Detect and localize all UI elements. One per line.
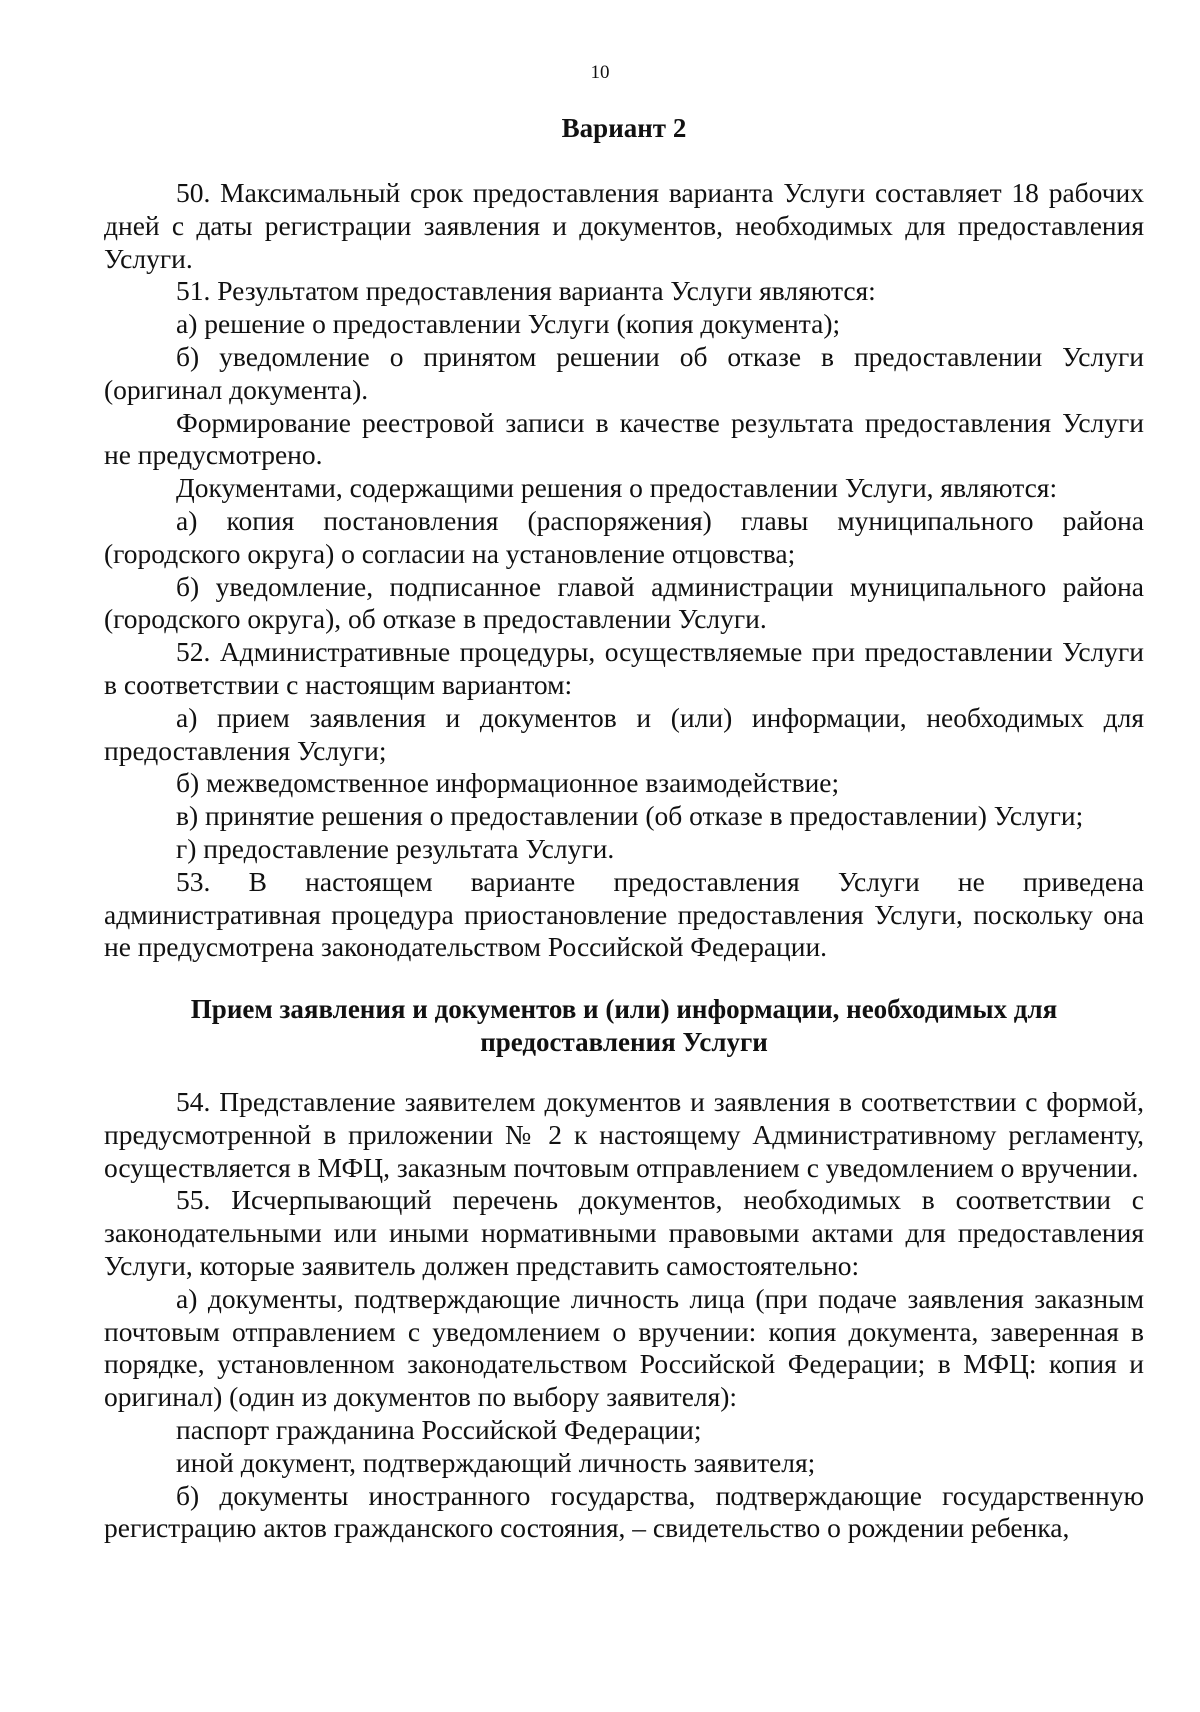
section2-body — [104, 1086, 1144, 1545]
paragraph-51-a: а) решение о предоставлении Услуги (копия документа); — [176, 308, 841, 340]
section1-body — [104, 177, 1144, 964]
paragraph-52-a: а) прием заявления и документов и (или) информации, необходимых для предоставления Услуги; — [104, 701, 1144, 766]
paragraph-51-b: б) уведомление о принятом решении об отказе в предоставлении Услуги (оригинал документа). — [104, 340, 1144, 405]
section-title-line-1: Прием заявления и документов и (или) информации, необходимых для — [190, 994, 1058, 1024]
paragraph-53: 53. В настоящем варианте предоставления Услуги не приведена административная процедура приостановление предоставления Услуги, поскольку она не предусмотрена законодательством Российской Федерации. — [104, 865, 1144, 963]
paragraph-52-v: в) принятие решения о предоставлении (об отказе в предоставлении) Услуги; — [176, 800, 1084, 832]
paragraph-55-b: б) документы иностранного государства, подтверждающие государственную регистрацию актов гражданского состояния, – свидетельство о рождении ребенка, — [104, 1479, 1144, 1544]
paragraph-other-id: иной документ, подтверждающий личность заявителя; — [176, 1446, 816, 1478]
paragraph-52-g: г) предоставление результата Услуги. — [176, 832, 615, 864]
paragraph-52: 52. Административные процедуры, осуществляемые при предоставлении Услуги в соответствии с настоящим вариантом: — [104, 636, 1144, 700]
paragraph-54: 54. Представление заявителем документов и заявления в соответствии с формой, предусмотренной в приложении № 2 к настоящему Административному регламенту, осуществляется в МФЦ, заказным почтовым отправлением с уведомлением о вручении. — [104, 1086, 1144, 1183]
paragraph-documents-a: а) копия постановления (распоряжения) главы муниципального района (городского округа) о согласии на установление отцовства; — [104, 504, 1144, 569]
page-number: 10 — [590, 62, 610, 83]
paragraph-passport: паспорт гражданина Российской Федерации; — [176, 1413, 702, 1445]
paragraph-55: 55. Исчерпывающий перечень документов, необходимых в соответствии с законодательными или иными нормативными правовыми актами для предоставления Услуги, которые заявитель должен представить самостоятельно: — [104, 1184, 1144, 1281]
section-title-line-2: предоставления Услуги — [480, 1027, 768, 1057]
section-title-variant: Вариант 2 — [561, 113, 687, 143]
section-title-application — [104, 993, 1144, 1059]
paragraph-documents-intro: Документами, содержащими решения о предоставлении Услуги, являются: — [176, 472, 1058, 504]
paragraph-51: 51. Результатом предоставления варианта Услуги являются: — [176, 275, 876, 307]
paragraph-registry-record: Формирование реестровой записи в качестве результата предоставления Услуги не предусмотрено. — [104, 406, 1144, 471]
paragraph-documents-b: б) уведомление, подписанное главой администрации муниципального района (городского округа), об отказе в предоставлении Услуги. — [104, 570, 1144, 635]
paragraph-55-a: а) документы, подтверждающие личность лица (при подаче заявления заказным почтовым отправлением с уведомлением о вручении: копия документа, заверенная в порядке, установленном законодательством Российской Федерации; в МФЦ: копия и оригинал) (один из документов по выбору заявителя): — [104, 1282, 1144, 1413]
paragraph-52-b: б) межведомственное информационное взаимодействие; — [176, 767, 840, 799]
paragraph-50: 50. Максимальный срок предоставления варианта Услуги составляет 18 рабочих дней с даты регистрации заявления и документов, необходимых для предоставления Услуги. — [104, 177, 1144, 274]
